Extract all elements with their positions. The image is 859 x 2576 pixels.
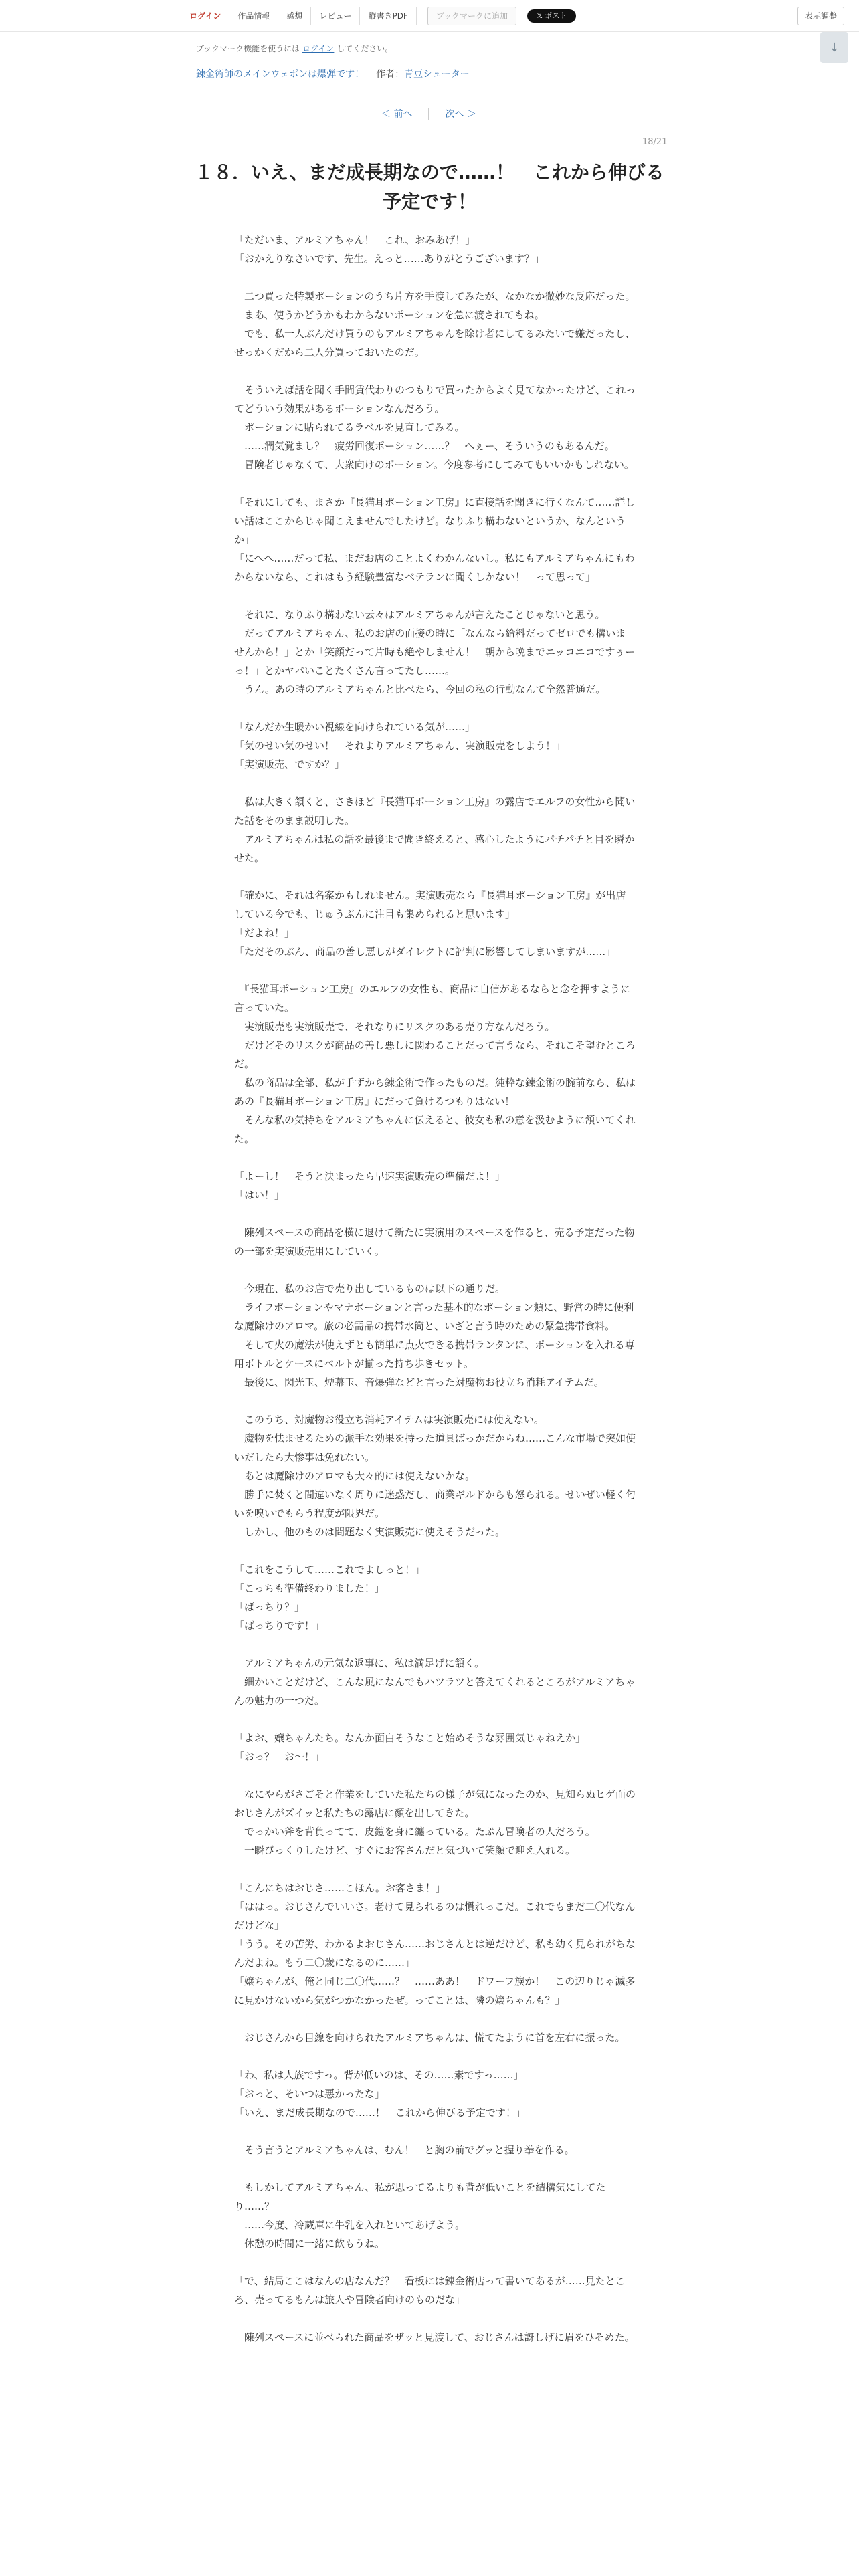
body-paragraph: 「はい！」 (234, 1189, 285, 1201)
body-paragraph: 「気のせい気のせい！ それよりアルミアちゃん、実演販売をしよう！」 (234, 740, 566, 752)
body-paragraph: そういえば話を聞く手間賃代わりのつもりで買ったからよく見てなかったけど、これってどういう効果があるポーションなんだろう。 (234, 384, 636, 415)
body-paragraph: でも、私一人ぶんだけ買うのもアルミアちゃんを除け者にしてるみたいで嫌だったし、せっかくだから二人分買っておいたのだ。 (234, 328, 636, 358)
body-paragraph: 細かいことだけど、こんな風になんでもハツラツと答えてくれるところがアルミアちゃんの魅力の一つだ。 (234, 1676, 636, 1707)
body-paragraph: 「にへへ……だって私、まだお店のことよくわかんないし。私にもアルミアちゃんにもわからないなら、これはもう経験豊富なベテランに聞くしかない！ って思って」 (234, 552, 635, 583)
body-paragraph (234, 474, 636, 493)
body-paragraph: 私は大きく頷くと、さきほど『長猫耳ポーション工房』の露店でエルフの女性から聞いた話をそのまま説明した。 (234, 796, 636, 827)
body-paragraph: 「わ、私は人族ですっ。背が低いのは、その……素ですっ……」 (234, 2069, 524, 2081)
body-paragraph (234, 2122, 636, 2141)
display-settings-button[interactable]: 表示調整 (797, 7, 844, 25)
body-paragraph: そんな私の気持ちをアルミアちゃんに伝えると、彼女も私の意を汲むように頷いてくれた。 (234, 1114, 636, 1145)
work-meta (196, 67, 470, 80)
body-paragraph: 「これをこうして……これでよしっと！」 (234, 1564, 425, 1576)
body-paragraph: 今現在、私のお店で売り出しているものは以下の通りだ。 (234, 1283, 506, 1295)
body-paragraph: ……潤気覚まし？ 疲労回復ポーション……？ へぇー、そういうのもあるんだ。 (234, 440, 615, 452)
chapter-pager (381, 107, 476, 120)
body-paragraph (234, 1392, 636, 1410)
prev-chapter-link[interactable]: ＜ 前へ (381, 109, 413, 120)
body-paragraph: うん。あの時のアルミアちゃんと比べたら、今回の私の行動なんて全然普通だ。 (234, 683, 606, 695)
body-paragraph: 「おっ？ お～！」 (234, 1751, 325, 1763)
body-paragraph (234, 1148, 636, 1167)
body-paragraph: でっかい斧を背負ってて、皮鎧を身に纏っている。たぶん冒険者の人だろう。 (234, 1826, 595, 1838)
body-paragraph (234, 1541, 636, 1560)
body-paragraph: 「で、結局ここはなんの店なんだ？ 看板には錬金術店って書いてあるが……見たところ、売ってるもんは旅人や冒険者向けのものだな」 (234, 2275, 626, 2306)
body-paragraph: 「いえ、まだ成長期なので……！ これから伸びる予定です！」 (234, 2107, 526, 2119)
chevron-down-icon: ↓ (829, 40, 840, 55)
body-paragraph: 「実演販売、ですか？」 (234, 758, 345, 770)
body-paragraph: 陳列スペースに並べられた商品をザッと見渡して、おじさんは訝しげに眉をひそめた。 (234, 2331, 635, 2343)
body-paragraph: 実演販売も実演販売で、それなりにリスクのある売り方なんだろう。 (234, 1021, 555, 1033)
body-paragraph: 最後に、閃光玉、煙幕玉、音爆弾などと言った対魔物お役立ち消耗アイテムだ。 (234, 1376, 604, 1388)
header-nav (181, 7, 576, 25)
body-paragraph: 「嬢ちゃんが、俺と同じ二〇代……？ ……ああ！ ドワーフ族か！ この辺りじゃ滅多に見かけないから気がつかなかったぜ。ってことは、隣の嬢ちゃんも？」 (234, 1975, 636, 2006)
body-paragraph: 「だよね！」 (234, 927, 295, 939)
body-paragraph: 「こっちも準備終わりました！」 (234, 1582, 385, 1594)
body-paragraph: 「ばっちり？」 (234, 1601, 305, 1613)
body-paragraph (234, 1766, 636, 1785)
body-paragraph (234, 774, 636, 792)
body-paragraph: 二つ買った特製ポーションのうち片方を手渡してみたが、なかなか微妙な反応だった。 (234, 290, 636, 302)
body-paragraph: それに、なりふり構わない云々はアルミアちゃんが言えたことじゃないと思う。 (234, 609, 605, 621)
body-paragraph: 勝手に焚くと間違いなく周りに迷惑だし、商業ギルドからも怒られる。せいぜい軽く匂いを嗅いでもらう程度が限界だ。 (234, 1489, 636, 1519)
body-paragraph (234, 1860, 636, 1879)
body-paragraph (234, 961, 636, 980)
notice-suffix: してください。 (337, 44, 393, 53)
notice-login-link[interactable]: ログイン (302, 44, 335, 53)
page-counter: 18/21 (642, 137, 668, 147)
body-paragraph: しかし、他のものは問題なく実演販売に使えそうだった。 (234, 1526, 506, 1538)
body-paragraph (234, 867, 636, 886)
author-link[interactable]: 青豆シューター (404, 69, 470, 80)
notice-prefix: ブックマーク機能を使うには (196, 44, 300, 53)
x-post-button[interactable]: 𝕏 ポスト (527, 9, 576, 23)
reviews-link[interactable]: レビュー (310, 7, 359, 25)
body-paragraph (234, 362, 636, 381)
body-paragraph (234, 586, 636, 605)
body-paragraph: なにやらがさごそと作業をしていた私たちの様子が気になったのか、見知らぬヒゲ面のおじさんがズイッと私たちの露店に顔を出してきた。 (234, 1788, 636, 1819)
body-paragraph: 「ははっ。おじさんでいいさ。老けて見られるのは慣れっこだ。これでもまだ二〇代なんだけどな」 (234, 1901, 636, 1931)
body-paragraph (234, 1261, 636, 1279)
body-paragraph: 魔物を怯ませるための派手な効果を持った道具ばっかだからね……こんな市場で突如使いだしたら大惨事は免れない。 (234, 1432, 636, 1463)
body-paragraph (234, 268, 636, 287)
body-paragraph (234, 2047, 636, 2066)
body-paragraph: まあ、使うかどうかもわからないポーションを急に渡されてもね。 (234, 309, 545, 321)
body-paragraph: 「なんだか生暖かい視線を向けられている気が……」 (234, 721, 476, 733)
login-link[interactable]: ログイン (181, 7, 229, 25)
next-chapter-link[interactable]: 次へ ＞ (445, 109, 476, 120)
body-paragraph: おじさんから目線を向けられたアルミアちゃんは、慌てたように首を左右に振った。 (234, 2032, 626, 2044)
body-paragraph: 「それにしても、まさか『長猫耳ポーション工房』に直接話を聞きに行くなんて……詳しい話はここからじゃ聞こえませんでしたけど。なりふり構わないというか、なんというか」 (234, 496, 636, 546)
body-paragraph: 「よお、嬢ちゃんたち。なんか面白そうなこと始めそうな雰囲気じゃねえか」 (234, 1732, 586, 1744)
body-paragraph (234, 1710, 636, 1729)
body-paragraph (234, 2309, 636, 2328)
work-title-link[interactable]: 錬金術師のメインウェポンは爆弾です！ (196, 69, 365, 80)
body-paragraph: 「おっと、そいつは悪かったな」 (234, 2088, 385, 2100)
author-info (376, 67, 470, 80)
body-paragraph: 私の商品は全部、私が手ずから錬金術で作ったものだ。純粋な錬金術の腕前なら、私はあの『長猫耳ポーション工房』にだって負けるつもりはない！ (234, 1077, 636, 1107)
body-paragraph: 「ただいま、アルミアちゃん！ これ、おみあげ！」 (234, 234, 476, 246)
body-paragraph: アルミアちゃんの元気な返事に、私は満足げに頷く。 (234, 1657, 485, 1669)
body-paragraph: 『長猫耳ポーション工房』のエルフの女性も、商品に自信があるならと念を押すように言っていた。 (234, 983, 630, 1014)
body-paragraph: そう言うとアルミアちゃんは、むん！ と胸の前でグッと握り拳を作る。 (234, 2144, 575, 2156)
body-paragraph: 「確かに、それは名案かもしれません。実演販売なら『長猫耳ポーション工房』が出店している今でも、じゅうぶんに注目も集められると思います」 (234, 889, 626, 920)
body-paragraph (234, 2253, 636, 2272)
body-paragraph: 休憩の時間に一緒に飲もうね。 (234, 2238, 385, 2250)
chapter-title: １８．いえ、まだ成長期なので……！ これから伸びる予定です！ (195, 161, 664, 213)
work-info-link[interactable]: 作品情報 (229, 7, 278, 25)
header-bar (0, 0, 859, 32)
body-paragraph: アルミアちゃんは私の話を最後まで聞き終えると、感心したようにパチパチと目を瞬かせた。 (234, 833, 635, 864)
body-paragraph: 「よーし！ そうと決まったら早速実演販売の準備だよ！」 (234, 1170, 506, 1182)
body-paragraph: 「ただそのぶん、商品の善し悪しがダイレクトに評判に影響してしまいますが……」 (234, 946, 616, 958)
body-paragraph: もしかしてアルミアちゃん、私が思ってるよりも背が低いことを結構気にしてたり……？ (234, 2181, 606, 2212)
body-paragraph (234, 2010, 636, 2028)
body-paragraph: あとは魔除けのアロマも大々的には使えないかな。 (234, 1470, 476, 1482)
bookmark-notice (196, 43, 393, 54)
body-paragraph: 冒険者じゃなくて、大衆向けのポーション。今度参考にしてみてもいいかもしれない。 (234, 459, 634, 471)
body-paragraph: だけどそのリスクが商品の善し悪しに関わることだって言うなら、それこそ望むところだ。 (234, 1039, 636, 1070)
add-bookmark-button[interactable]: ブックマークに追加 (427, 7, 516, 25)
body-paragraph: このうち、対魔物お役立ち消耗アイテムは実演販売には使えない。 (234, 1414, 544, 1426)
body-paragraph (234, 1204, 636, 1223)
body-paragraph: 「ばっちりです！」 (234, 1620, 325, 1632)
body-paragraph (234, 1635, 636, 1654)
body-paragraph (234, 699, 636, 718)
chapter-body (234, 231, 636, 2347)
body-paragraph (234, 2159, 636, 2178)
body-paragraph: 陳列スペースの商品を横に退けて新たに実演用のスペースを作ると、売る予定だった物の一部を実演販売用にしていく。 (234, 1226, 635, 1257)
vertical-pdf-link[interactable]: 縦書きPDF (359, 7, 416, 25)
impressions-link[interactable]: 感想 (278, 7, 310, 25)
pager-divider (428, 108, 429, 120)
body-paragraph: そして火の魔法が使えずとも簡単に点火できる携帯ランタンに、ポーションを入れる専用ボトルとケースにベルトが揃った持ち歩きセット。 (234, 1339, 635, 1370)
body-paragraph: 「おかえりなさいです、先生。えっと……ありがとうございます？」 (234, 253, 545, 265)
body-paragraph: ライフポーションやマナポーションと言った基本的なポーション類に、野営の時に便利な魔除けのアロマ。旅の必需品の携帯水筒と、いざと言う時のための緊急携帯食料。 (234, 1301, 634, 1332)
body-paragraph: 「うう。その苦労、わかるよおじさん……おじさんとは逆だけど、私も幼く見られがちなんだよね。もう二〇歳になるのに……」 (234, 1938, 636, 1969)
body-paragraph: だってアルミアちゃん、私のお店の面接の時に「なんなら給料だってゼロでも構いませんから！」とか「笑顔だって片時も絶やしません！ 朝から晩までニッコニコですぅーっ！」とかヤバいことたくさん言ってたし……。 (234, 627, 635, 677)
body-paragraph: ……今度、冷蔵庫に牛乳を入れといてあげよう。 (234, 2219, 466, 2231)
body-paragraph: ポーションに貼られてるラベルを見直してみる。 (234, 421, 465, 433)
body-paragraph: 「こんにちはおじさ……こほん。お客さま！」 (234, 1882, 446, 1894)
body-paragraph: 一瞬びっくりしたけど、すぐにお客さんだと気づいて笑顔で迎え入れる。 (234, 1844, 576, 1856)
scroll-down-button[interactable] (820, 32, 848, 63)
author-label: 作者： (376, 69, 405, 80)
